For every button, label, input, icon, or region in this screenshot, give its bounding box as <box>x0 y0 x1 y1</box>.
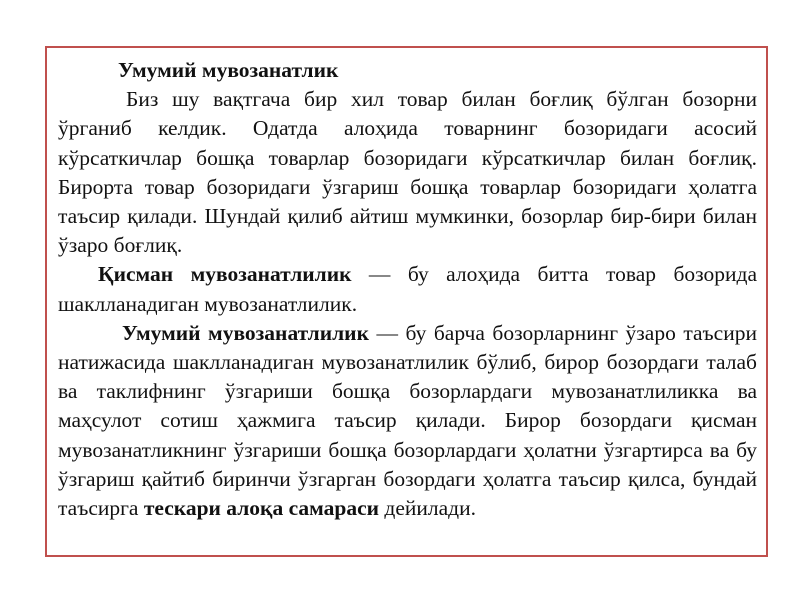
paragraph-partial-equilibrium <box>58 260 757 318</box>
text-frame <box>45 46 768 557</box>
definition-partial-equilibrium: — бу алоҳида битта товар бозорида шаклланадиган мувозанатлилик. <box>58 262 757 316</box>
paragraph-intro: Биз шу вақтгача бир хил товар билан боғлиқ бўлган бозорни ўрганиб келдик. Одатда алоҳида товарнинг бозоридаги асосий кўрсаткичлар бошқа товарлар бозоридаги кўрсаткичлар билан боғлиқ. Бирорта товар бозоридаги ўзгариш бошқа товарлар бозоридаги ҳолатга таъсир қилади. Шундай қилиб айтиш мумкинки, бозорлар бир-бири билан ўзаро боғлиқ. <box>58 87 757 258</box>
term-feedback-effect: тескари алоқа самараси <box>143 496 380 521</box>
definition-tail: дейилади. <box>379 496 476 521</box>
term-partial-equilibrium: Қисман мувозанатлилик <box>98 262 352 287</box>
paragraph-general-equilibrium <box>58 319 757 523</box>
definition-general-equilibrium: — бу барча бозорларнинг ўзаро таъсири натижасида шаклланадиган мувозанатлилик бўлиб, бирор бозордаги талаб ва таклифнинг ўзгариши бошқа бозорлардаги мувозанатлиликка ва маҳсулот сотиш ҳажмига таъсир қилади. Бирор бозордаги қисман мувозанатликнинг ўзгариши бошқа бозорлардаги ҳолатни ўзгартирса ва бу ўзгариш қайтиб биринчи ўзгарган бозордаги ҳолатга таъсир қилса, бундай таъсирга <box>58 320 757 521</box>
section-title: Умумий мувозанатлик <box>118 58 339 82</box>
document-body <box>58 56 757 523</box>
term-general-equilibrium: Умумий мувозанатлилик <box>122 320 369 345</box>
